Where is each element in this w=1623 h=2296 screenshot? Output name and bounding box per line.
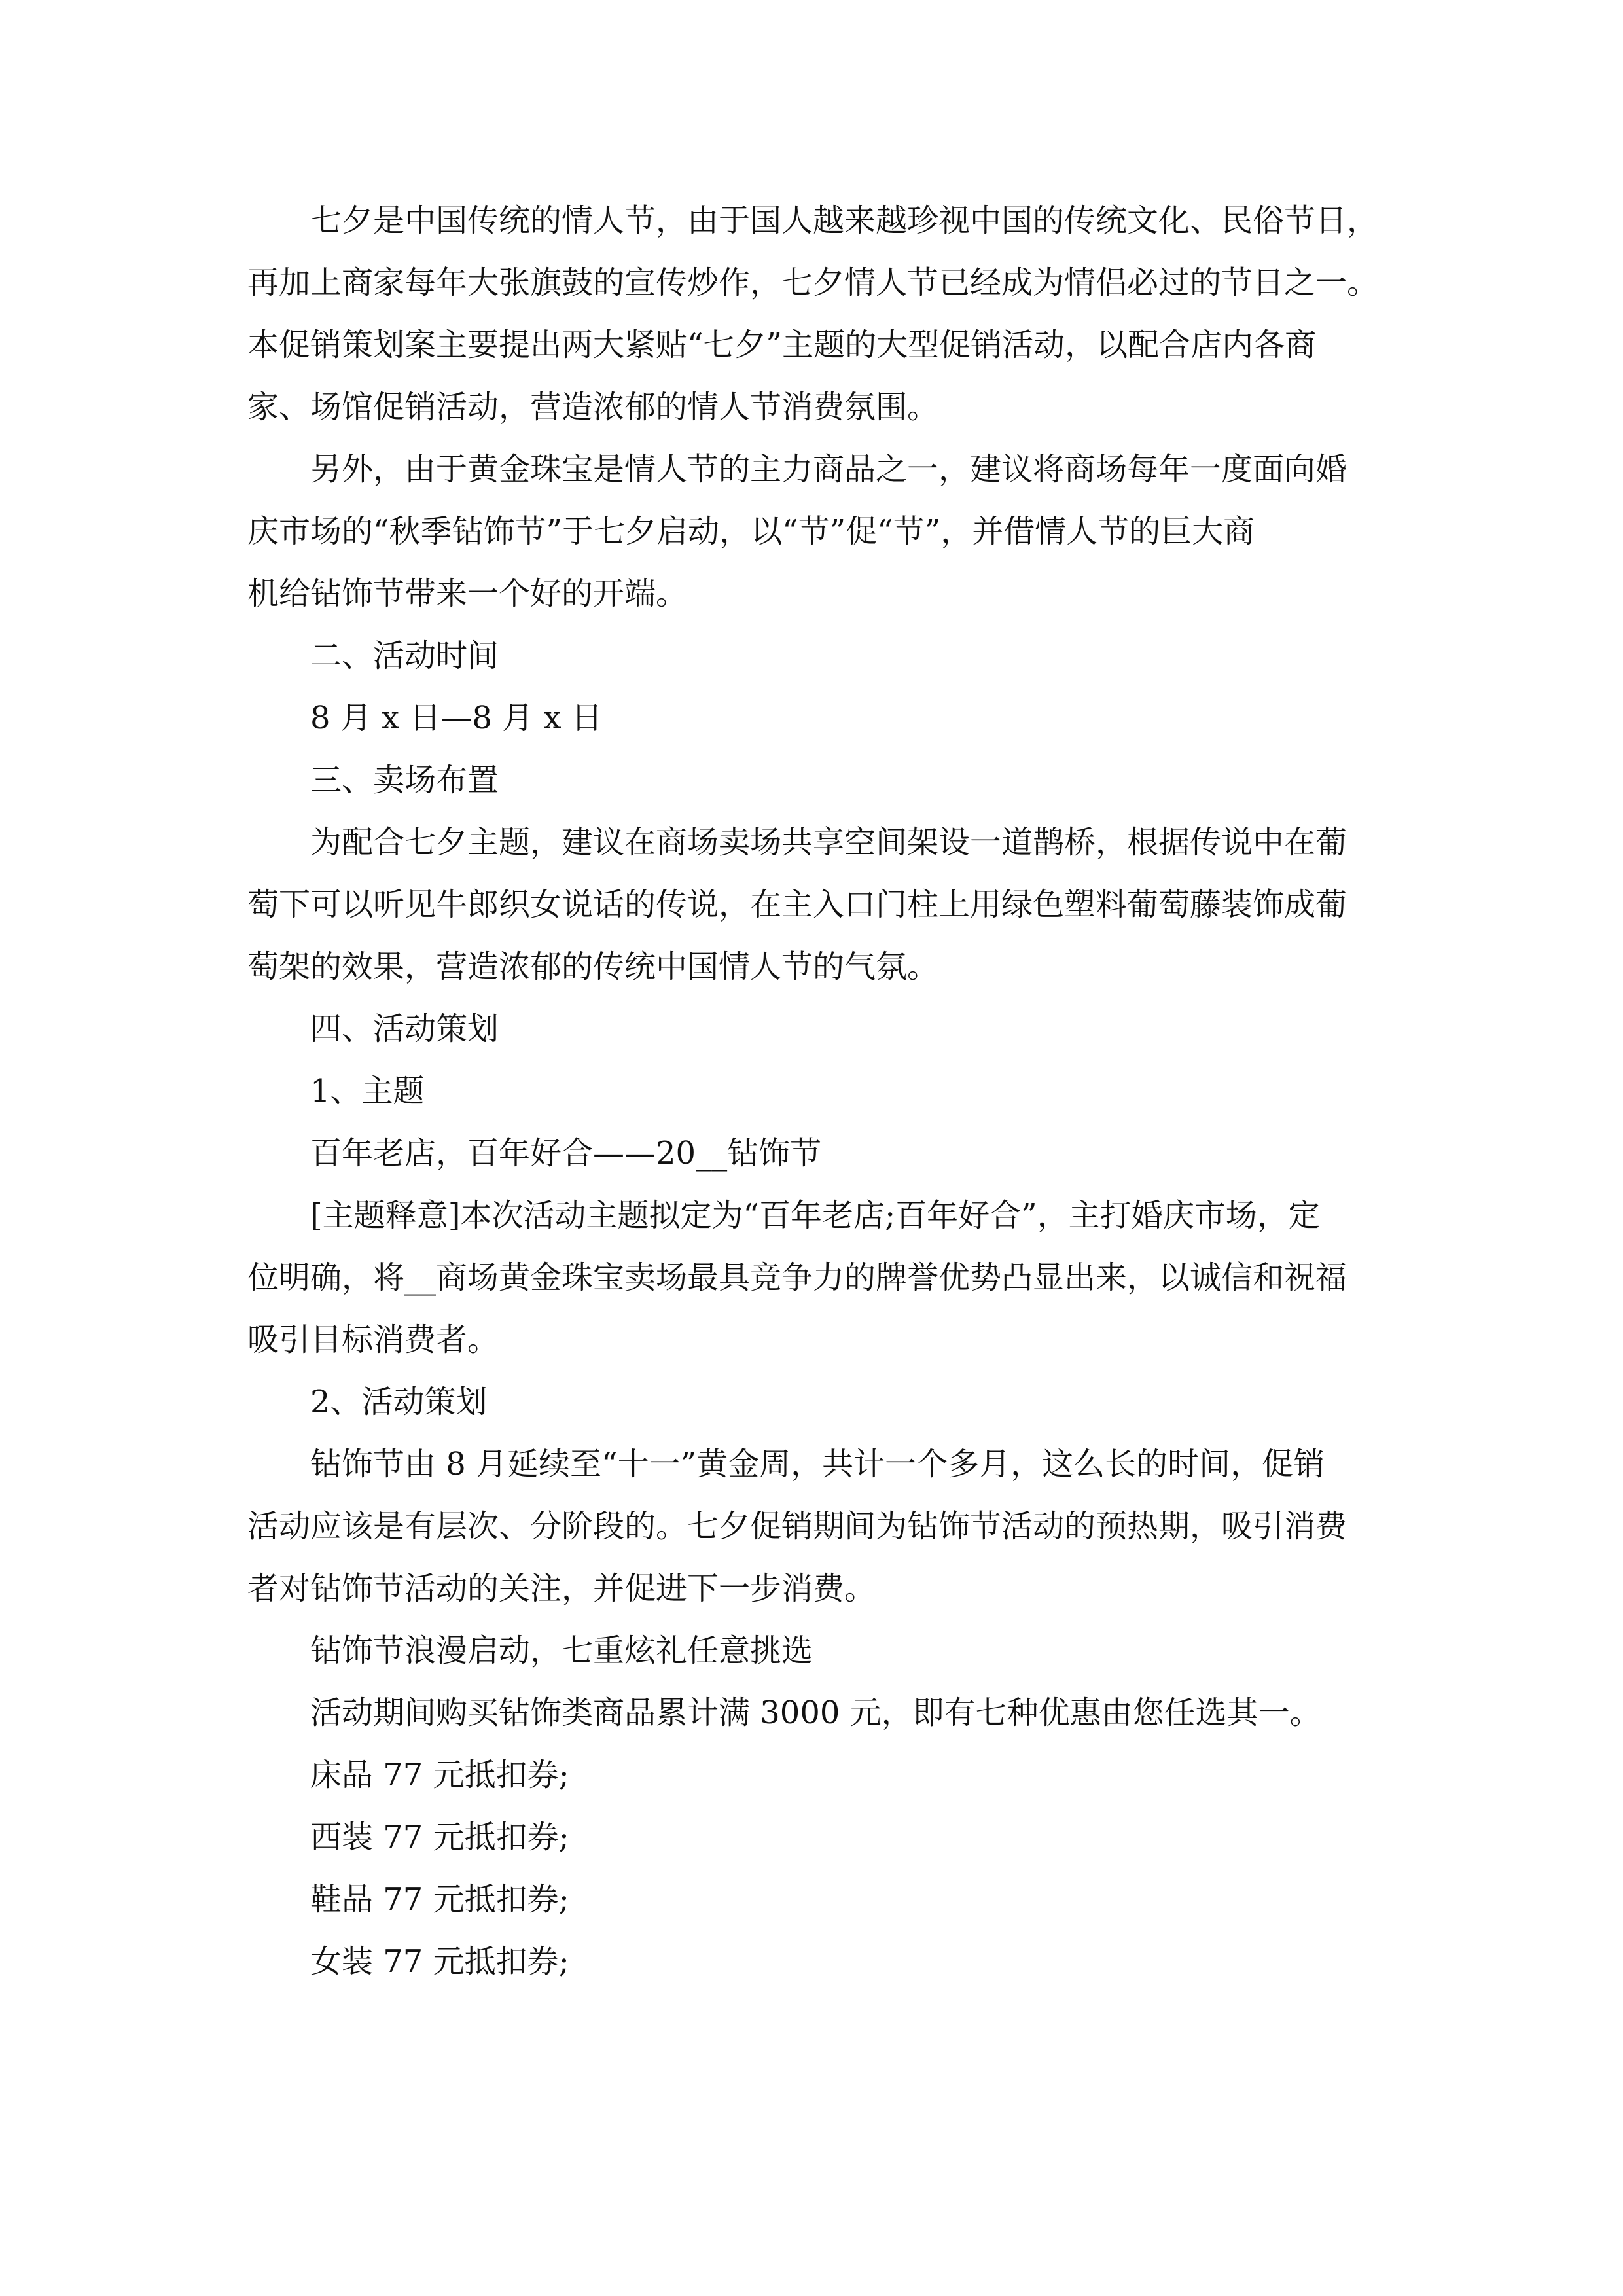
- section-heading-activity-time: [247, 625, 1373, 687]
- text-line: 鞋品 77 元抵扣券;: [310, 1881, 569, 1918]
- text-line: 百年老店，百年好合——20__钻饰节: [310, 1135, 822, 1172]
- text-line: 三、卖场布置: [310, 762, 499, 798]
- paragraph-theme-explanation: [247, 1185, 1373, 1371]
- subheading-theme: [247, 1060, 1373, 1122]
- text-line: 再加上商家每年大张旗鼓的宣传炒作，七夕情人节已经成为情侣必过的节日之一。: [247, 264, 1379, 301]
- paragraph-store-layout: [247, 812, 1373, 998]
- text-line: 七夕是中国传统的情人节，由于国人越来越珍视中国的传统文化、民俗节日，: [310, 202, 1379, 239]
- text-line: 女装 77 元抵扣券;: [310, 1943, 569, 1980]
- activity-date-range: [247, 687, 1373, 749]
- text-line: 本促销策划案主要提出两大紧贴“七夕”主题的大型促销活动，以配合店内各商: [247, 327, 1317, 363]
- text-line: 位明确，将__商场黄金珠宝卖场最具竞争力的牌誉优势凸显出来，以诚信和祝福: [247, 1259, 1347, 1296]
- text-line: 8 月 x 日—8 月 x 日: [310, 700, 603, 736]
- text-line: 机给钻饰节带来一个好的开端。: [247, 575, 688, 612]
- promo-headline: [247, 1620, 1373, 1682]
- text-line: 家、场馆促销活动，营造浓郁的情人节消费氛围。: [247, 389, 939, 425]
- text-line: 1、主题: [310, 1073, 425, 1109]
- paragraph-gold-jewelry: [247, 439, 1373, 625]
- text-line: 萄架的效果，营造浓郁的传统中国情人节的气氛。: [247, 948, 939, 985]
- promo-item-womenswear: [247, 1931, 1373, 1993]
- promo-item-suits: [247, 1806, 1373, 1869]
- section-heading-activity-plan: [247, 998, 1373, 1060]
- theme-title: [247, 1122, 1373, 1185]
- paragraph-intro: [247, 190, 1379, 439]
- text-line: 二、活动时间: [310, 637, 499, 674]
- text-line: 2、活动策划: [310, 1384, 488, 1420]
- text-line: 活动期间购买钻饰类商品累计满 3000 元，即有七种优惠由您任选其一。: [310, 1695, 1321, 1731]
- text-line: 四、活动策划: [310, 1011, 499, 1047]
- text-line: 者对钻饰节活动的关注，并促进下一步消费。: [247, 1570, 876, 1607]
- text-line: 钻饰节浪漫启动，七重炫礼任意挑选: [310, 1632, 813, 1669]
- promo-item-shoes: [247, 1869, 1373, 1931]
- text-line: 钻饰节由 8 月延续至“十一”黄金周，共计一个多月，这么长的时间，促销: [310, 1446, 1325, 1482]
- text-line: 为配合七夕主题，建议在商场卖场共享空间架设一道鹊桥，根据传说中在葡: [310, 824, 1347, 861]
- paragraph-activity-plan: [247, 1433, 1373, 1620]
- text-line: 另外，由于黄金珠宝是情人节的主力商品之一，建议将商场每年一度面向婚: [310, 451, 1347, 488]
- text-line: 庆市场的“秋季钻饰节”于七夕启动，以“节”促“节”，并借情人节的巨大商: [247, 513, 1255, 550]
- text-line: [主题释意]本次活动主题拟定为“百年老店;百年好合”，主打婚庆市场，定: [310, 1197, 1320, 1234]
- text-line: 萄下可以听见牛郎织女说话的传说，在主入口门柱上用绿色塑料葡萄藤装饰成葡: [247, 886, 1347, 923]
- section-heading-store-layout: [247, 749, 1373, 812]
- document-body: [247, 190, 1379, 1993]
- text-line: 吸引目标消费者。: [247, 1321, 499, 1358]
- text-line: 床品 77 元抵扣券;: [310, 1757, 569, 1793]
- text-line: 西装 77 元抵扣券;: [310, 1819, 569, 1856]
- promo-item-bedding: [247, 1744, 1373, 1806]
- promo-condition: [247, 1682, 1373, 1744]
- text-line: 活动应该是有层次、分阶段的。七夕促销期间为钻饰节活动的预热期，吸引消费: [247, 1508, 1347, 1545]
- subheading-activity-plan: [247, 1371, 1373, 1433]
